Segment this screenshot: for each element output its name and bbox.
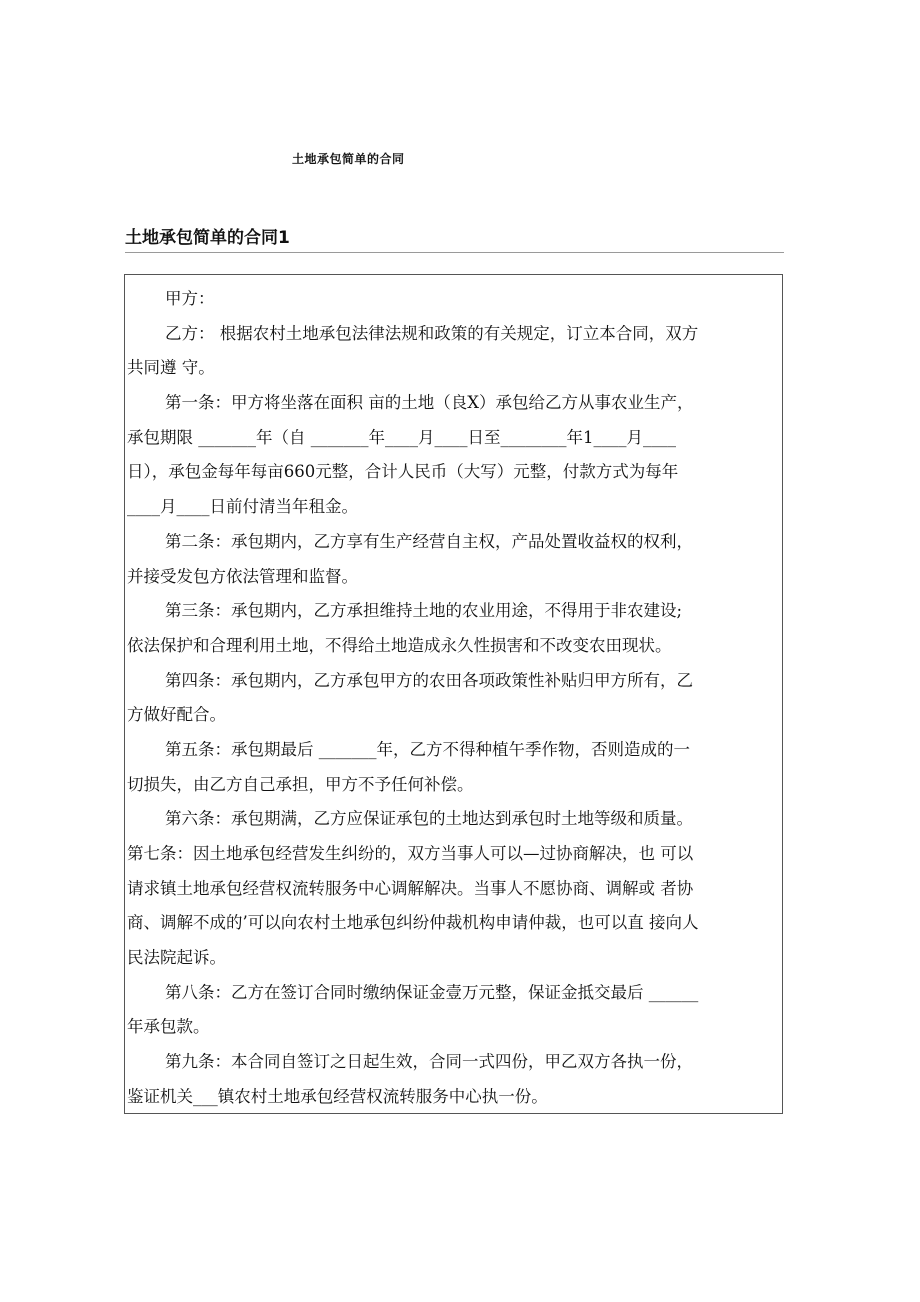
contract-line: 第九条：本合同自签订之日起生效，合同一式四份，甲乙双方各执一份， <box>165 1052 693 1072</box>
contract-line: 第八条：乙方在签订合同时缴纳保证金壹万元整，保证金抵交最后 ______ <box>165 982 699 1002</box>
contract-line: 切损失，由乙方自己承担，甲方不予任何补偿。 <box>127 774 474 794</box>
contract-line: 日），承包金每年每亩660元整，合计人民币（大写）元整，付款方式为每年 <box>127 462 679 482</box>
contract-line: 承包期限 _______年（自 _______年____月____日至________年1____月____ <box>127 427 676 447</box>
document-header-title: 土地承包简单的合同 <box>292 152 405 166</box>
contract-line: 第七条：因土地承包经营发生纠纷的，双方当事人可以—过协商解决，也 可以 <box>127 844 694 863</box>
contract-line: 依法保护和合理利用土地，不得给土地造成永久性损害和不改变农田现状。 <box>127 635 672 655</box>
contract-line: 鉴证机关___镇农村土地承包经营权流转服务中心执一份。 <box>127 1086 548 1106</box>
contract-line: 年承包款。 <box>127 1017 210 1037</box>
contract-line: ____月____日前付清当年租金。 <box>127 497 358 517</box>
contract-line: 并接受发包方依法管理和监督。 <box>127 566 358 586</box>
contract-line: 请求镇土地承包经营权流转服务中心调解解决。当事人不愿协商、调解或 者协 <box>127 878 694 898</box>
contract-line: 商、调解不成的’可以向农村土地承包纠纷仲裁机构申请仲裁，也可以直 接向人 <box>127 913 699 933</box>
contract-text-box <box>124 274 783 1114</box>
contract-line: 民法院起诉。 <box>127 948 226 968</box>
contract-line: 共同遵 守。 <box>127 358 215 378</box>
contract-line: 第二条：承包期内，乙方享有生产经营自主权，产品处置收益权的权利， <box>165 531 693 551</box>
contract-line: 第四条：承包期内，乙方承包甲方的农田各项政策性补贴归甲方所有，乙 <box>165 670 693 690</box>
contract-line: 方做好配合。 <box>127 705 226 725</box>
contract-line: 第五条：承包期最后 _______年，乙方不得种植午季作物，否则造成的一 <box>165 739 690 759</box>
contract-line: 第三条：承包期内，乙方承担维持土地的农业用途，不得用于非农建设; <box>165 601 683 621</box>
contract-line: 甲方： <box>165 289 215 308</box>
contract-line: 第一条：甲方将坐落在面积 亩的土地（良X）承包给乙方从事农业生产， <box>165 393 694 413</box>
contract-line: 第六条：承包期满，乙方应保证承包的土地达到承包时土地等级和质量。 <box>165 809 693 829</box>
section-title: 土地承包简单的合同1 <box>125 226 784 253</box>
contract-line: 乙方： 根据农村土地承包法律法规和政策的有关规定，订立本合同，双方 <box>165 323 699 343</box>
